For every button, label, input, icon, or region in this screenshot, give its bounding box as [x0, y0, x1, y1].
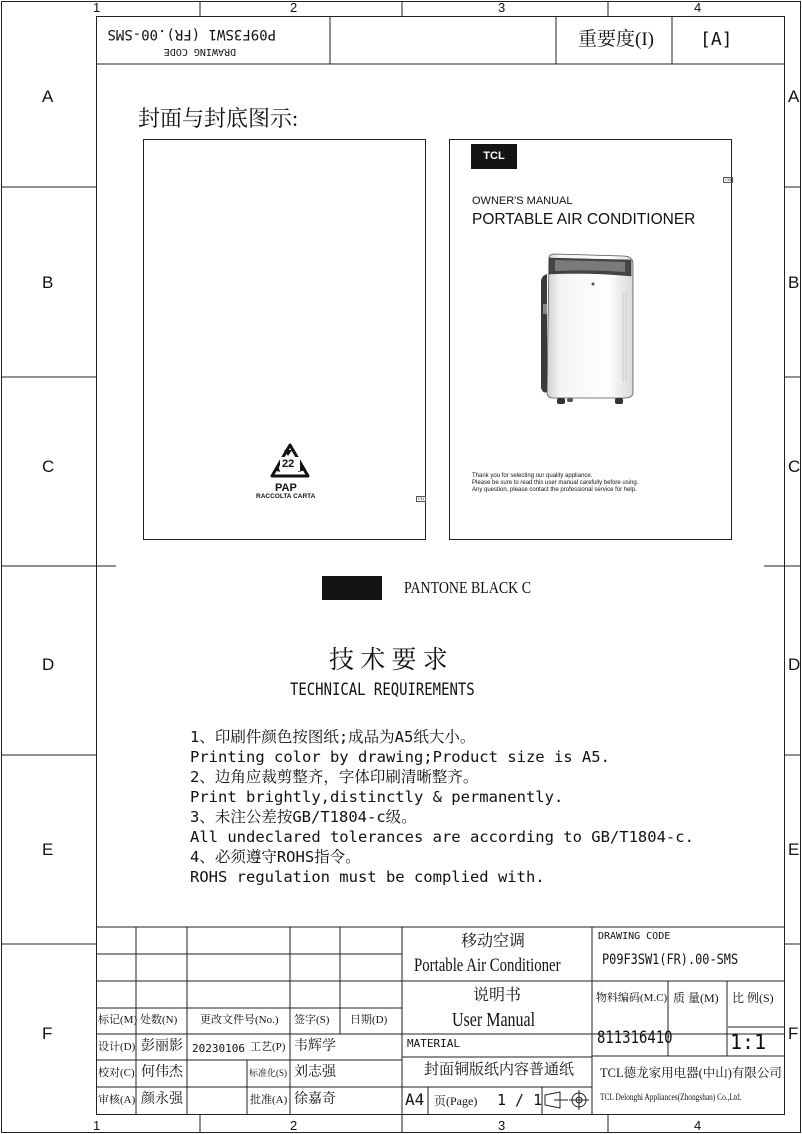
req-line-7: 4、必须遵守ROHS指令。: [190, 848, 361, 866]
tb-page: 1 / 1: [497, 1091, 543, 1109]
tb-drawing-code: P09F3SW1(FR).00-SMS: [602, 952, 739, 968]
req-line-5: 3、未注公差按GB/T1804-c级。: [190, 808, 417, 826]
tcl-logo: [471, 144, 517, 169]
product-title: PORTABLE AIR CONDITIONER: [472, 211, 696, 228]
tb-design-date: 20230106: [192, 1042, 245, 1055]
drawing-code-rotated: P09F3SW1 (FR).00-SMS: [107, 26, 276, 42]
tb-scale: 1:1: [730, 1030, 767, 1054]
recycle-text: RACCOLTA CARTA: [256, 493, 316, 500]
tb-reviewer: 颜永强: [141, 1092, 183, 1107]
tb-product-en: Portable Air Conditioner: [414, 955, 561, 976]
zone-row-a: A: [42, 87, 54, 106]
tb-reviewer-label: 审核(A): [98, 1094, 136, 1106]
tech-title-cn: 技 术 要 求: [329, 647, 448, 674]
zone-row-f: F: [42, 1024, 53, 1043]
tb-material-label: MATERIAL: [407, 1037, 460, 1050]
zone-col-2-bottom: 2: [290, 1118, 298, 1133]
air-conditioner-illustration: [535, 252, 645, 412]
recycle-code: PAP: [275, 482, 297, 494]
zone-col-1: 1: [93, 0, 101, 15]
tb-approver: 徐嘉奇: [294, 1092, 336, 1107]
zone-row-b-right: B: [788, 273, 800, 292]
req-line-4: Print brightly,distinctly & permanently.: [190, 788, 564, 806]
tb-rev-header-count: 处数(N): [140, 1014, 178, 1026]
back-cover: [144, 140, 425, 539]
tb-rev-header-docno: 更改文件号(No.): [200, 1014, 279, 1026]
tb-page-label: 页(Page): [434, 1094, 478, 1108]
zone-row-e: E: [42, 840, 54, 859]
tb-standard-label: 标准化(S): [249, 1068, 287, 1078]
tb-material-code-label: 物料编码(M.C): [596, 992, 668, 1004]
zone-row-d-right: D: [788, 655, 801, 674]
importance-label: 重要度(I): [578, 29, 654, 50]
req-line-8: ROHS regulation must be complied with.: [190, 868, 545, 886]
zone-col-3-bottom: 3: [498, 1118, 506, 1133]
zone-row-f-right: F: [788, 1024, 799, 1043]
cover-title: 封面与封底图示:: [138, 106, 299, 131]
owners-manual-label: OWNER'S MANUAL: [472, 195, 573, 207]
zone-col-3: 3: [498, 0, 506, 15]
tb-standard: 刘志强: [294, 1065, 336, 1080]
tb-material: 封面铜版纸内容普通纸: [424, 1062, 575, 1078]
tb-checker: 何伟杰: [141, 1065, 183, 1080]
tb-company-cn: TCL德龙家用电器(中山)有限公司: [600, 1066, 782, 1080]
projection-symbol-icon: [545, 1090, 589, 1110]
tb-company-en: TCL Delonghi Appliances(Zhongshan) Co.,Ltd.: [600, 1092, 742, 1102]
zone-row-a-right: A: [788, 87, 800, 106]
front-corner-mark: CN: [725, 177, 731, 182]
tb-approver-label: 批准(A): [250, 1094, 288, 1106]
tcl-logo-text: TCL: [483, 150, 505, 162]
zone-row-b: B: [42, 273, 54, 292]
tb-material-code: 811316410: [597, 1028, 673, 1048]
req-line-1: 1、印刷件颜色按图纸;成品为A5纸大小。: [190, 728, 476, 746]
tb-designer-label: 设计(D): [98, 1041, 136, 1053]
req-line-3: 2、边角应裁剪整齐，字体印刷清晰整齐。: [190, 768, 479, 786]
tb-process-label: 工艺(P): [250, 1041, 286, 1053]
tb-paper-size: A4: [405, 1090, 425, 1109]
tb-scale-label: 比 例(S): [732, 991, 774, 1005]
pantone-swatch: [322, 576, 382, 600]
drawing-code-rotated-box: [106, 20, 326, 60]
tb-process: 韦辉学: [294, 1039, 336, 1054]
zone-col-1-bottom: 1: [93, 1118, 101, 1133]
importance-value: [A]: [700, 29, 733, 50]
drawing-code-label-rotated: DRAWING CODE: [163, 46, 236, 57]
thanks-line-1: Thank you for selecting our quality appliance.: [472, 473, 593, 479]
tb-product-cn: 移动空调: [461, 933, 526, 950]
tb-checker-label: 校对(C): [98, 1067, 135, 1079]
tb-doc-cn: 说明书: [473, 987, 522, 1004]
tb-drawing-code-label: DRAWING CODE: [598, 931, 671, 942]
tb-rev-header-sign: 签字(S): [294, 1014, 330, 1026]
zone-row-c-right: C: [788, 457, 801, 476]
zone-col-4: 4: [694, 0, 702, 15]
req-line-6: All undeclared tolerances are according to GB/T1804-c.: [190, 828, 694, 846]
req-line-2: Printing color by drawing;Product size is A5.: [190, 748, 610, 766]
front-cover: [450, 140, 731, 539]
tb-mass-label: 质 量(M): [673, 991, 719, 1005]
tb-doc-en: User Manual: [452, 1009, 536, 1031]
tech-title-en: TECHNICAL REQUIREMENTS: [290, 680, 475, 700]
zone-row-c: C: [42, 457, 55, 476]
zone-row-d: D: [42, 655, 55, 674]
zone-col-4-bottom: 4: [694, 1118, 702, 1133]
thanks-line-3: Any question, please contact the professional service for help.: [472, 487, 637, 493]
tb-rev-header-date: 日期(D): [350, 1014, 388, 1026]
zone-col-2: 2: [290, 0, 298, 15]
tb-designer: 彭丽影: [141, 1039, 183, 1054]
pantone-label: PANTONE BLACK C: [404, 578, 532, 597]
zone-row-e-right: E: [788, 840, 800, 859]
recycle-number: 22: [282, 458, 295, 470]
back-corner-mark: CN: [418, 496, 424, 501]
tb-rev-header-mark: 标记(M): [98, 1014, 138, 1026]
thanks-line-2: Please be sure to read this user manual carefully before using.: [472, 480, 639, 486]
